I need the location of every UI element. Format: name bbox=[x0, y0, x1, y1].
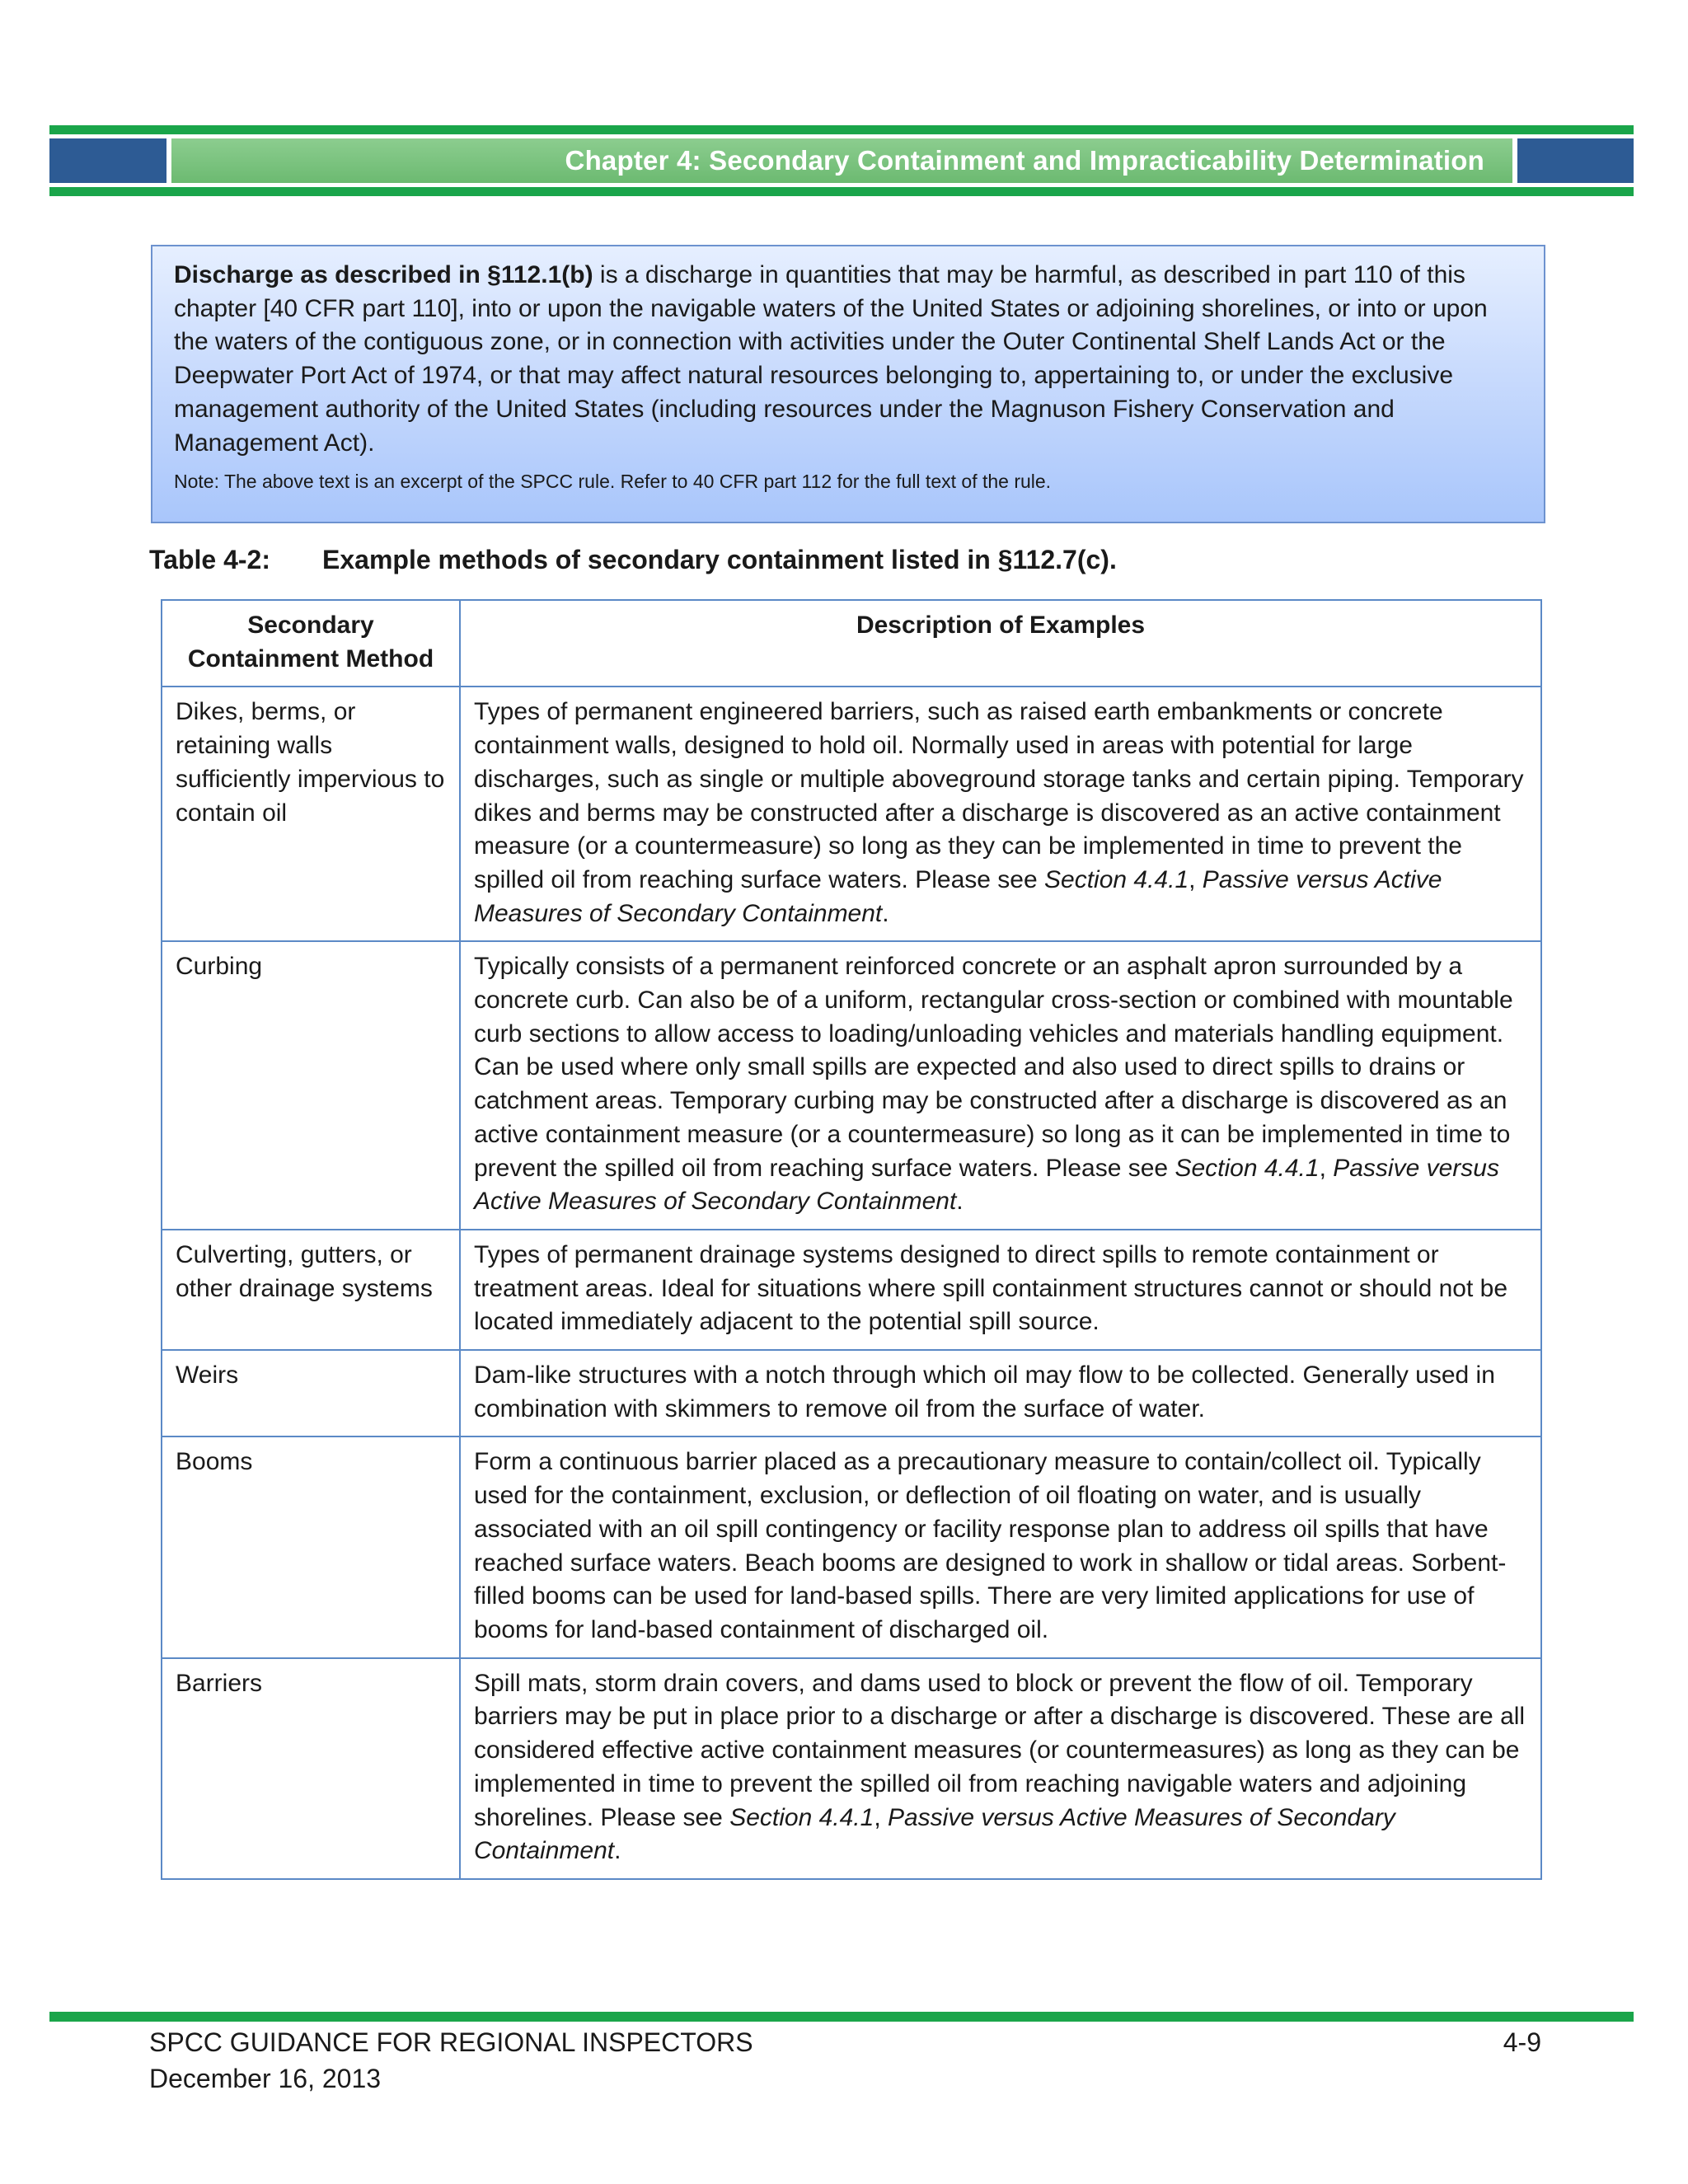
description-cell bbox=[460, 941, 1541, 1230]
header-method: Secondary Containment Method bbox=[162, 600, 460, 687]
header-description: Description of Examples bbox=[460, 600, 1541, 687]
table-row bbox=[162, 687, 1541, 941]
description-cell bbox=[460, 1658, 1541, 1879]
definition-term: Discharge as described in §112.1(b) bbox=[174, 261, 593, 288]
ref-title: Passive versus Active Measures of Secondary Containment bbox=[474, 1154, 1499, 1216]
description-cell: Types of permanent drainage systems designed to direct spills to remote containment or treatment areas. Ideal for situations where spill containment structures cannot or should not be located immediately adjacent to the potential spill source. bbox=[460, 1230, 1541, 1350]
header-rule-bottom bbox=[49, 187, 1634, 196]
ref-end: . bbox=[956, 1188, 964, 1216]
header-rule-top bbox=[49, 125, 1634, 134]
table-row bbox=[162, 1350, 1541, 1436]
description-cell: Dam-like structures with a notch through which oil may flow to be collected. Generally used in combination with skimmers to remove oil from the surface of water. bbox=[460, 1350, 1541, 1436]
description-cell: Form a continuous barrier placed as a precautionary measure to contain/collect oil. Typically used for the containment, exclusion, or deflection of oil floating on water, and is usually associated with an oil spill contingency or facility response plan to address oil spills that have reached surface waters. Beach booms are designed to work in shallow or tidal areas. Sorbent-filled booms can be used for land-based spills. There are very limited applications for use of booms for land-based containment of discharged oil. bbox=[460, 1436, 1541, 1657]
footer-doc-title: SPCC GUIDANCE FOR REGIONAL INSPECTORS bbox=[149, 2027, 753, 2057]
ref-sep: , bbox=[1319, 1154, 1334, 1182]
ref-section: Section 4.4.1 bbox=[1175, 1154, 1320, 1182]
method-cell: Dikes, berms, or retaining walls sufficiently impervious to contain oil bbox=[162, 687, 460, 941]
ref-end: . bbox=[614, 1837, 621, 1865]
ref-end: . bbox=[882, 899, 889, 927]
containment-methods-table bbox=[161, 599, 1542, 1880]
table-row bbox=[162, 1230, 1541, 1350]
ref-sep: , bbox=[874, 1803, 888, 1831]
header-banner bbox=[171, 138, 1512, 183]
table-row bbox=[162, 1436, 1541, 1657]
method-cell: Barriers bbox=[162, 1658, 460, 1879]
ref-section: Section 4.4.1 bbox=[1044, 865, 1189, 893]
table-caption bbox=[149, 545, 1117, 575]
chapter-title: Chapter 4: Secondary Containment and Impracticability Determination bbox=[565, 145, 1484, 176]
header-block-right bbox=[1517, 138, 1634, 183]
ref-title: Passive versus Active Measures of Secondary Containment bbox=[474, 865, 1442, 927]
description-cell bbox=[460, 687, 1541, 941]
page-number: 4-9 bbox=[1503, 2027, 1541, 2057]
table-caption-label: Table 4-2: bbox=[149, 545, 270, 574]
description-text: Types of permanent engineered barriers, such as raised earth embankments or concrete containment walls, designed to hold oil. Normally used in areas with potential for large discharges, such as single or multiple aboveground storage tanks and certain piping. Temporary dikes and berms may be constructed after a discharge is discovered as an active containment measure (or a countermeasure) so long as they can be implemented in time to prevent the spilled oil from reaching surface waters. Please see bbox=[474, 698, 1524, 893]
footer-rule bbox=[49, 2012, 1634, 2022]
table-caption-title: Example methods of secondary containment listed in §112.7(c). bbox=[322, 545, 1117, 574]
ref-sep: , bbox=[1189, 865, 1203, 893]
ref-section: Section 4.4.1 bbox=[729, 1803, 874, 1831]
method-cell: Curbing bbox=[162, 941, 460, 1230]
header-block-left bbox=[49, 138, 166, 183]
footer-date: December 16, 2013 bbox=[149, 2064, 382, 2093]
ref-title: Passive versus Active Measures of Secondary Containment bbox=[474, 1803, 1395, 1865]
method-cell: Culverting, gutters, or other drainage systems bbox=[162, 1230, 460, 1350]
table-row bbox=[162, 1658, 1541, 1879]
definition-box bbox=[151, 245, 1545, 523]
footer-left bbox=[149, 2024, 753, 2097]
method-cell: Booms bbox=[162, 1436, 460, 1657]
table-header-row bbox=[162, 600, 1541, 687]
description-text: Spill mats, storm drain covers, and dams used to block or prevent the flow of oil. Temporary barriers may be put in place prior to a discharge or after a discharge is discovered. These are all considered effective active containment measures (or countermeasures) as long as they can be implemented in time to prevent the spilled oil from reaching navigable waters and adjoining shorelines. Please see bbox=[474, 1669, 1526, 1831]
definition-note: Note: The above text is an excerpt of the SPCC rule. Refer to 40 CFR part 112 for the full text of the rule. bbox=[174, 471, 1052, 493]
definition-paragraph bbox=[174, 259, 1522, 460]
table-row bbox=[162, 941, 1541, 1230]
definition-text: is a discharge in quantities that may be harmful, as described in part 110 of this chapter [40 CFR part 110], into or upon the navigable waters of the United States or adjoining shorelines, or into or upon the waters of the contiguous zone, or in connection with activities under the Outer Continental Shelf Lands Act or the Deepwater Port Act of 1974, or that may affect natural resources belonging to, appertaining to, or under the exclusive management authority of the United States (including resources under the Magnuson Fishery Conservation and Management Act). bbox=[174, 261, 1488, 457]
method-cell: Weirs bbox=[162, 1350, 460, 1436]
description-text: Typically consists of a permanent reinforced concrete or an asphalt apron surrounded by a concrete curb. Can also be of a uniform, rectangular cross-section or combined with mountable curb sections to allow access to loading/unloading vehicles and materials handling equipment. Can be used where only small spills are expected and also used to direct spills to drains or catchment areas. Temporary curbing may be constructed after a discharge is discovered as an active containment measure (or a countermeasure) so long as it can be implemented in time to prevent the spilled oil from reaching surface waters. Please see bbox=[474, 953, 1513, 1182]
